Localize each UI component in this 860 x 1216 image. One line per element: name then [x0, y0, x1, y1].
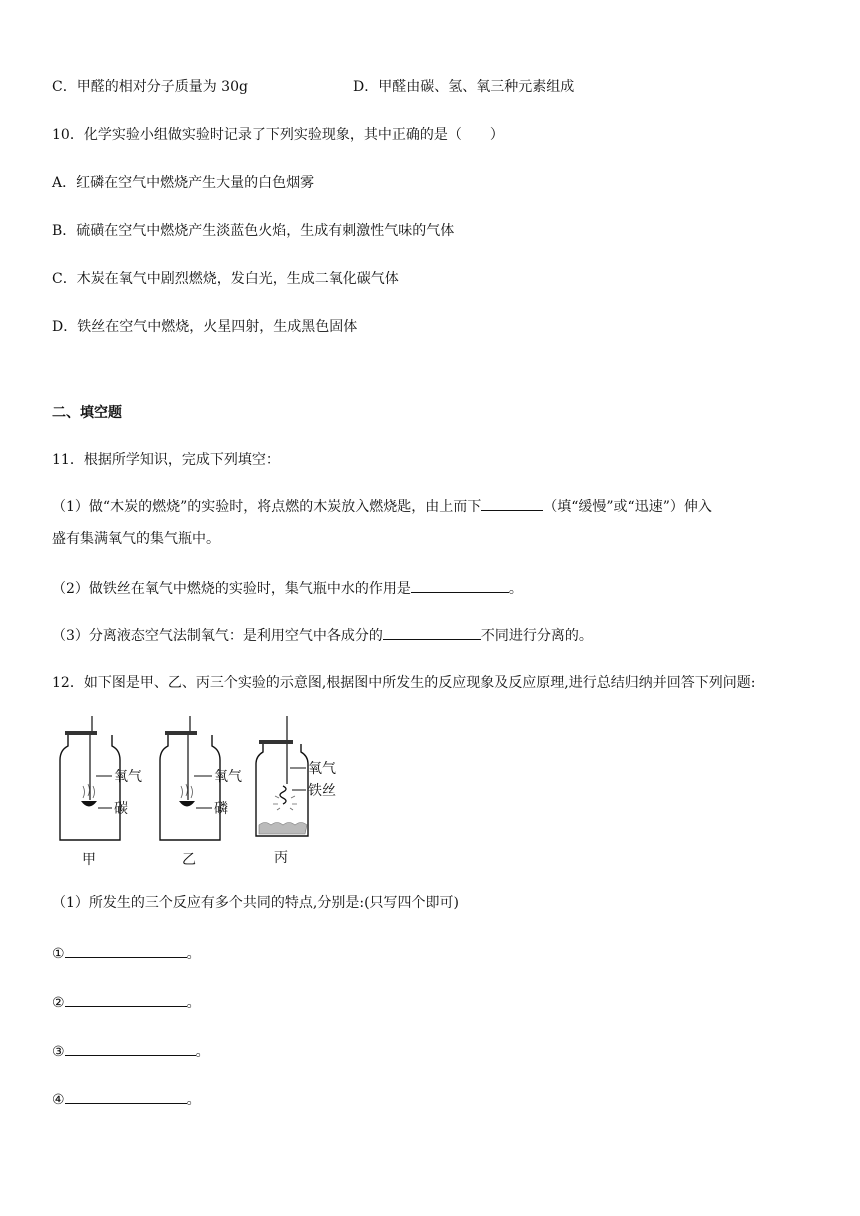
answer-2-blank[interactable] — [65, 992, 187, 1007]
answer-1-blank[interactable] — [65, 943, 187, 958]
answer-2-marker: ② — [52, 995, 65, 1011]
answer-1-marker: ① — [52, 946, 65, 962]
answer-1-period: 。 — [186, 946, 201, 962]
answer-line-2 — [52, 992, 201, 1013]
answer-line-4 — [52, 1089, 201, 1110]
jar-bing-gas-label: 氧气 — [308, 761, 336, 777]
jar-yi-substance-label: 磷 — [214, 801, 228, 817]
q11-part2 — [52, 578, 523, 599]
answer-line-1 — [52, 943, 201, 964]
experiment-figure — [52, 712, 362, 872]
answer-4-blank[interactable] — [65, 1089, 187, 1104]
iron-wire-coil — [280, 786, 286, 804]
jar-bing-lid — [259, 740, 293, 744]
answer-3-blank[interactable] — [65, 1041, 196, 1056]
q12-stem: 12．如下图是甲、乙、丙三个实验的示意图,根据图中所发生的反应现象及反应原理,进行总结归纳并回答下列问题: — [52, 675, 756, 691]
q11-part1-line2: 盛有集满氧气的集气瓶中。 — [52, 531, 220, 547]
q10-stem: 10．化学实验小组做实验时记录了下列实验现象，其中正确的是（ ） — [52, 127, 504, 143]
q11-part1 — [52, 496, 712, 517]
jar-bing-water — [259, 823, 307, 835]
answer-4-period: 。 — [186, 1092, 201, 1108]
q11-part3-blank[interactable] — [383, 625, 481, 640]
q11-part3 — [52, 625, 593, 646]
jar-jia-substance-label: 碳 — [114, 801, 128, 817]
answer-line-3 — [52, 1041, 210, 1062]
answer-3-marker: ③ — [52, 1044, 65, 1060]
q10-option-b: B．硫磺在空气中燃烧产生淡蓝色火焰，生成有刺激性气味的气体 — [52, 223, 455, 239]
jar-bing-substance-label: 铁丝 — [308, 783, 336, 799]
jar-jia-gas-label: 氧气 — [114, 769, 142, 785]
q9-option-c — [52, 77, 248, 97]
answer-3-period: 。 — [195, 1044, 210, 1060]
jar-jia-caption: 甲 — [82, 852, 96, 868]
q10-option-a: A．红磷在空气中燃烧产生大量的白色烟雾 — [52, 175, 315, 191]
jar-bing — [256, 716, 336, 866]
jar-bing-caption: 丙 — [274, 850, 288, 866]
q11-part1-blank[interactable] — [481, 496, 543, 511]
q11-part2-text-before: （2）做铁丝在氧气中燃烧的实验时，集气瓶中水的作用是 — [52, 581, 411, 597]
q11-part2-blank[interactable] — [411, 578, 509, 593]
q9-option-d — [353, 77, 574, 97]
q10-option-d: D．铁丝在空气中燃烧，火星四射，生成黑色固体 — [52, 319, 358, 335]
jar-yi-gas-label: 氧气 — [214, 769, 242, 785]
q10-option-c: C．木炭在氧气中剧烈燃烧，发白光，生成二氧化碳气体 — [52, 271, 399, 287]
q11-part2-text-after: 。 — [508, 581, 523, 597]
jar-yi-caption: 乙 — [182, 852, 196, 868]
answer-4-marker: ④ — [52, 1092, 65, 1108]
q12-part1: （1）所发生的三个反应有多个共同的特点,分别是:(只写四个即可) — [52, 895, 459, 911]
q11-part1-text-after: （填“缓慢”或“迅速”）伸入 — [543, 499, 712, 515]
q11-part1-text-before: （1）做“木炭的燃烧”的实验时，将点燃的木炭放入燃烧匙，由上而下 — [52, 499, 482, 515]
answer-2-period: 。 — [186, 995, 201, 1011]
q9-option-c-text: C．甲醛的相对分子质量为 30g — [52, 79, 248, 95]
q11-stem: 11．根据所学知识，完成下列填空： — [52, 452, 280, 468]
jar-jia-lid — [65, 731, 97, 735]
q11-part3-text-before: （3）分离液态空气法制氧气：是利用空气中各成分的 — [52, 628, 383, 644]
q9-option-d-text: D．甲醛由碳、氢、氧三种元素组成 — [353, 79, 575, 95]
q11-part3-text-after: 不同进行分离的。 — [480, 628, 593, 644]
jar-yi-lid — [165, 731, 197, 735]
jar-yi — [160, 716, 242, 868]
section-title: 二、填空题 — [52, 405, 122, 421]
jar-jia — [60, 716, 142, 868]
